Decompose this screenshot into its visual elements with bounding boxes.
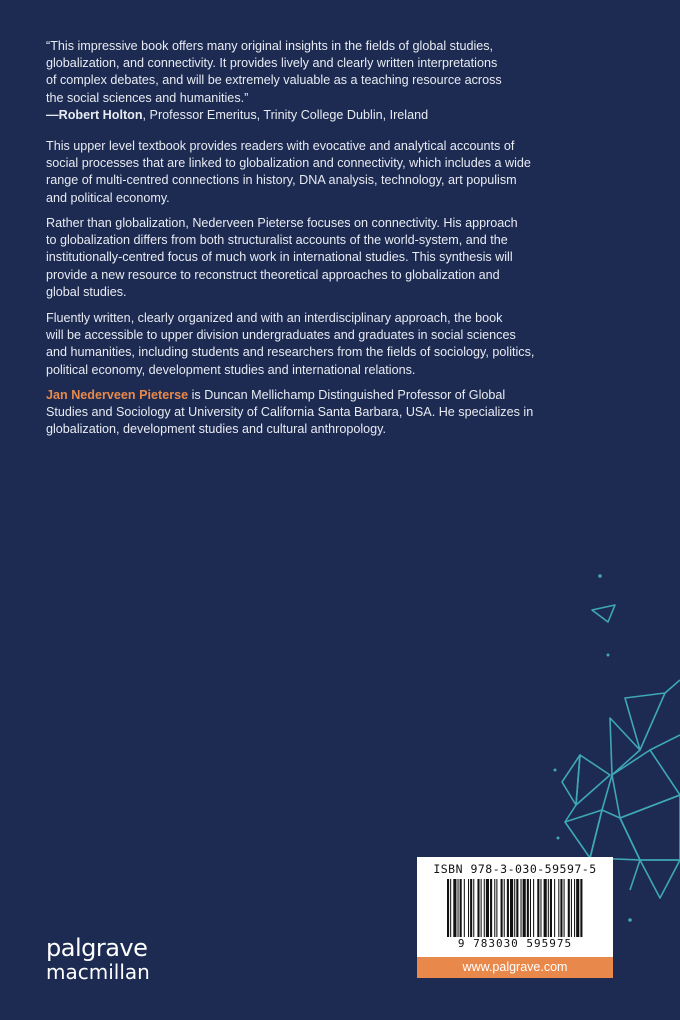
barcode-bar	[533, 879, 534, 937]
isbn-text: ISBN 978-3-030-59597-5	[433, 862, 597, 876]
barcode-bar	[460, 879, 462, 937]
barcode-bar	[550, 879, 552, 937]
paragraph-line: will be accessible to upper division undergraduates and graduates in social sciences	[46, 328, 516, 343]
paragraph-line: provide a new resource to reconstruct theoretical approaches to globalization and	[46, 267, 500, 282]
barcode-bar	[554, 879, 555, 937]
barcode-bar	[558, 879, 559, 937]
barcode-bar	[464, 879, 465, 937]
network-polygon	[620, 795, 680, 860]
paragraph-line: social processes that are linked to globalization and connectivity, which includes a wide	[46, 156, 531, 171]
barcode-bar	[527, 879, 529, 937]
logo-palgrave: palgrave	[46, 934, 148, 962]
network-dot	[557, 837, 560, 840]
barcode-bar	[576, 879, 579, 937]
barcode-bar	[494, 879, 495, 937]
barcode-bar	[458, 879, 459, 937]
barcode-bar	[523, 879, 526, 937]
network-dot	[598, 574, 602, 578]
barcode-bar	[510, 879, 513, 937]
isbn-barcode	[417, 857, 613, 957]
barcode-bar	[501, 879, 503, 937]
barcode-bar	[486, 879, 489, 937]
author-bio	[46, 387, 546, 439]
barcode-bars	[447, 879, 583, 937]
barcode-digits: 9 783030 595975	[457, 937, 573, 950]
quote-line-2: globalization, and connectivity. It provides lively and clearly written interpretations	[46, 56, 498, 71]
triangle-shape	[592, 605, 615, 622]
logo-macmillan: macmillan	[46, 960, 150, 984]
paragraph-line: This upper level textbook provides readers with evocative and analytical accounts of	[46, 139, 515, 153]
barcode-bar	[560, 879, 562, 937]
paragraph-line: and humanities, including students and researchers from the fields of sociology, politics,	[46, 345, 535, 360]
barcode-bar	[544, 879, 547, 937]
barcode-bar	[468, 879, 469, 937]
quote-attribution	[46, 107, 546, 124]
barcode-bar	[537, 879, 539, 937]
barcode-bar	[580, 879, 582, 937]
barcode-bar	[540, 879, 541, 937]
bio-line-1-text: is Duncan Mellichamp Distinguished Professor of Global	[188, 388, 506, 402]
author-name: Jan Nederveen Pieterse	[46, 388, 189, 402]
publisher-logo	[46, 936, 150, 984]
paragraph-line: institutionally-centred focus of much work in international studies. This synthesis will	[46, 250, 513, 265]
barcode-bar	[477, 879, 479, 937]
barcode-bar	[507, 879, 509, 937]
barcode-bar	[447, 879, 449, 937]
barcode-bar	[530, 879, 531, 937]
barcode-bar	[548, 879, 549, 937]
paragraph-line: to globalization differs from both structuralist accounts of the world-system, and the	[46, 233, 508, 248]
attribution-affiliation: , Professor Emeritus, Trinity College Dublin, Ireland	[142, 107, 429, 122]
network-dot	[628, 918, 632, 922]
bio-line-1	[46, 387, 546, 404]
barcode-bar	[490, 879, 492, 937]
publisher-url[interactable]: www.palgrave.com	[417, 957, 613, 978]
barcode-bar	[470, 879, 472, 937]
paragraph-line: global studies.	[46, 284, 127, 299]
barcode-bar	[496, 879, 497, 937]
barcode-bar	[484, 879, 485, 937]
network-polygon	[590, 810, 640, 860]
network-dot	[554, 769, 557, 772]
barcode-bar	[571, 879, 572, 937]
barcode-bar	[473, 879, 474, 937]
barcode-bar	[504, 879, 505, 937]
attribution-name: —Robert Holton	[46, 107, 143, 122]
barcode-bar	[564, 879, 565, 937]
description-paragraph-3	[46, 310, 546, 379]
barcode-bar	[521, 879, 522, 937]
paragraph-line: Fluently written, clearly organized and with an interdisciplinary approach, the book	[46, 311, 503, 325]
quote-line-3: of complex debates, and will be extremely valuable as a teaching resource across	[46, 73, 502, 88]
barcode-bar	[574, 879, 575, 937]
quote-line-4: the social sciences and humanities.”	[46, 90, 249, 105]
bio-line-3: globalization, development studies and cultural anthropology.	[46, 422, 387, 437]
triangle-shape	[640, 860, 680, 898]
paragraph-line: and political economy.	[46, 190, 170, 205]
barcode-bar	[481, 879, 482, 937]
barcode-bar	[453, 879, 456, 937]
barcode-bar	[568, 879, 570, 937]
endorsement-quote	[46, 38, 546, 124]
description-paragraph-1	[46, 138, 546, 207]
barcode-bar	[450, 879, 451, 937]
barcode-bar	[514, 879, 515, 937]
triangle-shape	[562, 755, 580, 805]
paragraph-line: political economy, development studies and international relations.	[46, 362, 416, 377]
barcode-bar	[516, 879, 518, 937]
bio-line-2: Studies and Sociology at University of California Santa Barbara, USA. He specializes in	[46, 405, 534, 420]
paragraph-line: range of multi-centred connections in history, DNA analysis, technology, art populism	[46, 173, 517, 188]
quote-line-1: “This impressive book offers many original insights in the fields of global studies,	[46, 39, 494, 53]
network-dot	[607, 654, 610, 657]
description-paragraph-2	[46, 215, 546, 301]
paragraph-line: Rather than globalization, Nederveen Pieterse focuses on connectivity. His approach	[46, 216, 518, 230]
